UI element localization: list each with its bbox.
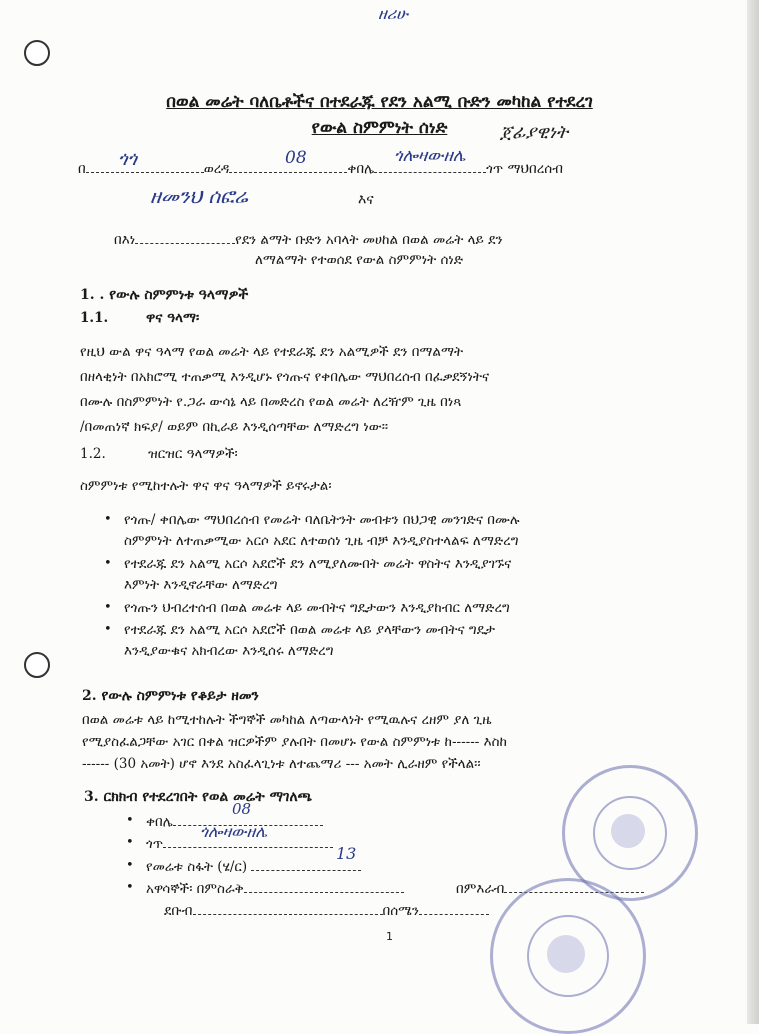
neighbors-east-label: አዋሳኞች፡ በምስራቅ	[146, 881, 244, 897]
handwritten-signature-side: ጀፊያዊነት	[500, 122, 568, 143]
beine-rest2: ለማልማት የተወሰደ የውል ስምምነት ሰነድ	[255, 252, 464, 268]
bullet-dot: •	[126, 880, 134, 895]
kebele-label: ቀበሌ	[146, 814, 173, 830]
handwritten-kebele-value: ጎጎ	[118, 148, 137, 170]
beine-rest1: የደን ልማት ቡድን አባላት መሀከል በወል መሬት ላይ ደን	[235, 232, 503, 248]
section1-heading: 1. . የውሉ ስምምነቱ ዓላማዎች	[80, 287, 249, 303]
bullet-item: የጎጡን ህብረተሰብ በወል መሬቱ ላይ መብትና ግዴታውን እንዲያከብር ለማድረግ	[124, 600, 510, 616]
official-stamp	[490, 878, 646, 1034]
bullet-item-cont: እንዲያውቁና አክብረው እንዲሰሩ ለማድረግ	[124, 643, 334, 659]
and-word: እና	[358, 192, 374, 208]
section1-para-line: በዘላቂነት በአክሮሚ ተጠቃሚ እንዲሆኑ የጎጡና የቀበሌው ማህበረሰብ በፈቃደኝነትና	[80, 369, 490, 385]
header-form-line	[78, 160, 563, 177]
beine-line	[114, 231, 503, 248]
section12-intro: ስምምነቱ የሚከተሉት ዋና ዋና ዓላማዎች ይኖሩታል፡	[80, 478, 332, 494]
section12-number: 1.2.	[80, 446, 106, 462]
bullet-dot: •	[104, 600, 112, 615]
section11-title: ዋና ዓላማ፡	[146, 310, 200, 326]
section12-title: ዝርዝር ዓላማዎች፡	[148, 446, 238, 462]
bullet-dot: •	[104, 622, 112, 637]
punch-hole	[24, 652, 50, 678]
section11-number: 1.1.	[80, 310, 109, 326]
handwritten-area-value: 13	[336, 844, 357, 863]
bullet-dot: •	[126, 835, 134, 850]
bullet-item: የጎጡ/ ቀበሌው ማህበረሰብ የመሬት ባለቤትንት መብቱን በህጋዊ መንገድና በሙሉ	[124, 512, 520, 528]
punch-hole	[24, 40, 50, 66]
west-label: በምእራብ	[456, 881, 505, 897]
bullet-item: የተደራጁ ደን አልሚ አርሶ አደሮች ደን ለሚያለሙበት መሬት ዋስትና እንዲያገኙና	[124, 556, 512, 572]
bullet-dot: •	[104, 512, 112, 527]
handwritten-got-value: ጎሎዛውዘሌ	[394, 146, 466, 166]
document-title-line1: በወል መሬት ባለቤቶችና በተደራጁ የደን አልሚ ቡድን መካከል የተደረገ	[166, 92, 593, 112]
area-label: የመሬቱ ስፋት (ሄ/ር)	[146, 859, 248, 875]
bullet-dot: •	[104, 556, 112, 571]
section3-neighbors	[146, 880, 404, 897]
north-label: በሰሜን	[382, 903, 419, 919]
handwritten-got-value2: ጎሎዛውዘሌ	[200, 822, 268, 841]
section2-para-line: ------ (30 አመት) ሆኖ እንደ አስፈላጊነቱ ለተጨማሪ --- አመት ሊራዘም የችላል፡፡	[82, 756, 481, 772]
got-label: ጎጥ ማህበረሰብ	[486, 161, 563, 177]
section2-para-line: በወል መሬቱ ላይ ከሚተከሉት ችግኞች መካከል ለጣውላነት የሚዉሉና ረዘም ያለ ጊዜ	[82, 712, 492, 728]
section1-para-line: በሙሉ በስምምነት የ.ጋራ ውሳኔ ላይ በመድረስ የወል መሬት ለረዥም ጊዜ በነጻ	[80, 394, 462, 410]
bullet-dot: •	[126, 813, 134, 828]
kebele-label: ቀበሌ	[347, 161, 375, 177]
section1-para-line: የዚህ ውል ዋና ዓላማ የወል መሬት ላይ የተደራጁ ደን አልሚዎች ደን በማልማት	[80, 344, 464, 360]
handwritten-party-name: ዘመንህ ሰፎሬ	[150, 184, 248, 208]
handwritten-kebele-08: 08	[232, 800, 252, 818]
section2-para-line: የሚያስፈልጋቸው አገር በቀል ዝርዎችም ያሉበት በመሆኑ የውል ስምምነቱ ከ------ እስከ	[82, 734, 507, 750]
document-title-line2: የውል ስምምነት ሰነድ	[311, 118, 448, 138]
page-number: 1	[386, 930, 393, 943]
beine-label: በእነ	[114, 232, 136, 248]
section3-heading: 3. ርክክብ የተደረገበት የወል መሬት ማገለጫ	[84, 789, 313, 805]
bullet-item-cont: ስምምነት ለተጠቃሚው አርሶ አደር ለተወሰነ ጊዜ ብቻ እንዲያስተላልፍ ለማድረግ	[124, 533, 519, 549]
got-label: ጎጥ	[146, 836, 164, 852]
handwritten-top-note: ዘሪሁ	[378, 4, 408, 23]
bullet-item: የተደራጁ ደን አልሚ አርሶ አደሮች በወል መሬቱ ላይ ያላቸውን መብትና ግዴታ	[124, 622, 495, 638]
south-label: ደቡብ	[164, 903, 193, 919]
bullet-dot: •	[126, 858, 134, 873]
bullet-item-cont: እምነት እንዲኖራቸው ለማድረግ	[124, 577, 278, 593]
b-label: በ	[78, 161, 86, 177]
scan-edge	[747, 0, 759, 1024]
section2-heading: 2. የውሉ ስምምነቱ የቆይታ ዘመን	[82, 688, 259, 704]
section3-area	[146, 858, 361, 875]
handwritten-woreda-value: 08	[285, 148, 307, 168]
woreda-label: ወረዳ	[203, 161, 230, 177]
section3-south-north	[164, 902, 489, 919]
section1-para-line: /በመጠነኛ ክፍያ/ ወይም በኪራይ እንዲሰጣቸው ለማድረግ ነው፡፡	[80, 419, 389, 435]
